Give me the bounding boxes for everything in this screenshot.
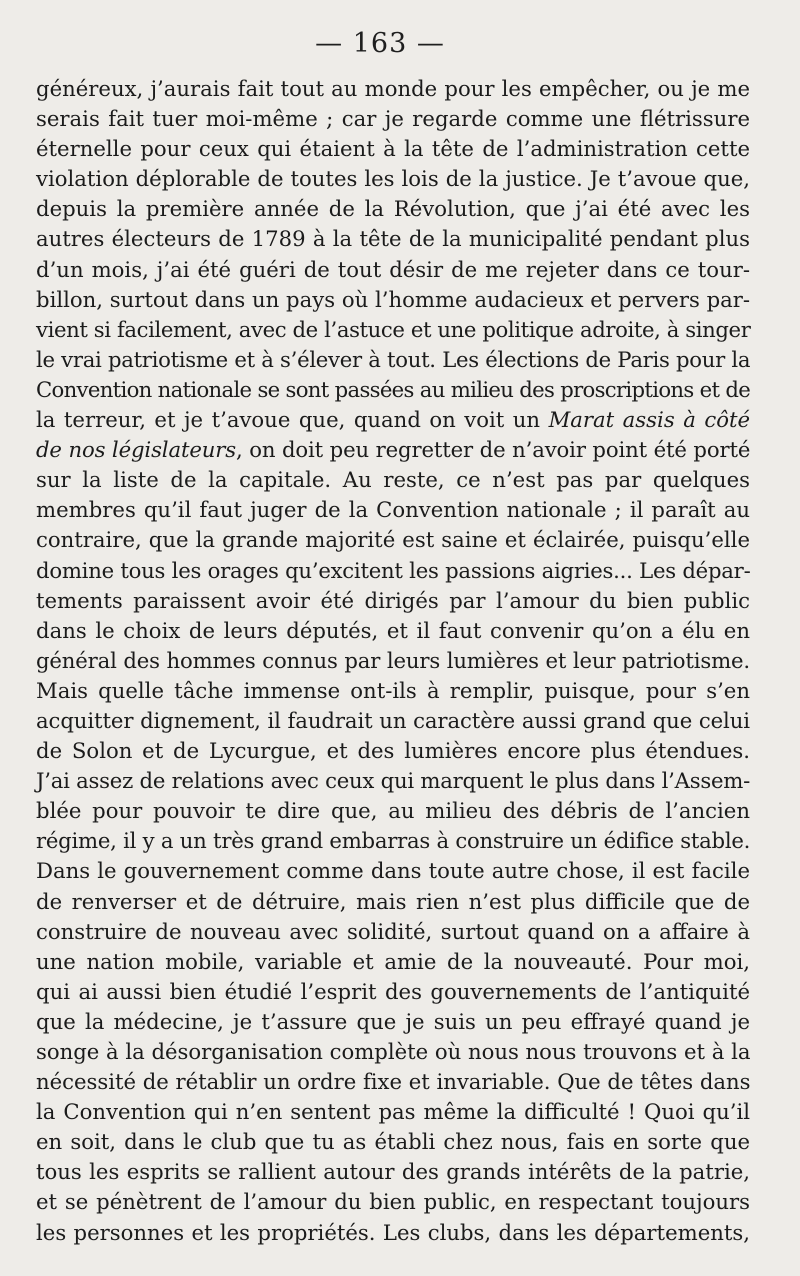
text-line	[36, 856, 750, 886]
text-segment: acquitter dignement, il faudrait un caractère aussi grand que celui	[36, 707, 750, 733]
text-line	[36, 74, 750, 104]
text-line	[36, 616, 750, 646]
text-segment: vient si facilement, avec de l’astuce et une politique adroite, à singer	[36, 316, 751, 342]
text-segment: régime, il y a un très grand embarras à construire un édifice stable.	[36, 828, 751, 854]
text-segment: éternelle pour ceux qui étaient à la tête de l’administration cette	[36, 136, 750, 162]
text-segment: les personnes et les propriétés. Les clubs, dans les départements,	[36, 1219, 750, 1245]
text-line	[36, 164, 750, 194]
text-segment: que la médecine, je t’assure que je suis un peu effrayé quand je	[36, 1008, 750, 1034]
text-segment: , on doit peu regretter de n’avoir point été porté	[236, 437, 751, 463]
text-segment: qui ai aussi bien étudié l’esprit des gouvernements de l’antiquité	[36, 978, 750, 1004]
text-segment: général des hommes connus par leurs lumières et leur patriotisme.	[36, 647, 750, 673]
text-segment: de Solon et de Lycurgue, et des lumières encore plus étendues.	[36, 738, 750, 764]
page-number: — 163 —	[315, 28, 445, 59]
text-segment: Dans le gouvernement comme dans toute autre chose, il est facile	[36, 858, 750, 884]
text-line	[36, 134, 750, 164]
text-segment: de renverser et de détruire, mais rien n’est plus difficile que de	[36, 888, 750, 914]
text-line	[36, 1097, 750, 1127]
text-line	[36, 104, 750, 134]
text-segment: tous les esprits se rallient autour des grands intérêts de la patrie,	[36, 1159, 750, 1185]
text-line	[36, 375, 750, 405]
text-line	[36, 1007, 750, 1037]
body-text	[36, 74, 750, 1248]
text-segment: une nation mobile, variable et amie de la nouveauté. Pour moi,	[36, 948, 750, 974]
text-segment: depuis la première année de la Révolution, que j’ai été avec les	[36, 196, 750, 222]
text-segment: sur la liste de la capitale. Au reste, ce n’est pas par quelques	[36, 467, 750, 493]
text-line	[36, 1127, 750, 1157]
text-line	[36, 1037, 750, 1067]
text-line	[36, 586, 750, 616]
text-line	[36, 1187, 750, 1217]
text-line	[36, 646, 750, 676]
text-segment: d’un mois, j’ai été guéri de tout désir de me rejeter dans ce tour-	[36, 256, 750, 282]
text-segment: et se pénètrent de l’amour du bien public, en respectant toujours	[36, 1189, 750, 1215]
text-segment: nécessité de rétablir un ordre fixe et invariable. Que de têtes dans	[36, 1069, 751, 1095]
text-line	[36, 736, 750, 766]
text-line	[36, 887, 750, 917]
text-segment: violation déplorable de toutes les lois de la justice. Je t’avoue que,	[36, 166, 750, 192]
text-segment: la Convention qui n’en sentent pas même la difficulté ! Quoi qu’il	[36, 1099, 750, 1125]
text-segment: la terreur, et je t’avoue que, quand on voit un	[36, 407, 549, 433]
text-line	[36, 947, 750, 977]
text-line	[36, 255, 750, 285]
text-line	[36, 676, 750, 706]
italic-segment: Marat assis à côté	[548, 407, 750, 433]
text-segment: membres qu’il faut juger de la Convention nationale ; il paraît au	[36, 497, 750, 523]
text-line	[36, 405, 750, 435]
text-line	[36, 315, 750, 345]
text-line	[36, 1157, 750, 1187]
text-line	[36, 345, 750, 375]
text-segment: tements paraissent avoir été dirigés par l’amour du bien public	[36, 587, 750, 613]
text-line	[36, 706, 750, 736]
text-line	[36, 285, 750, 315]
text-line	[36, 194, 750, 224]
text-segment: en soit, dans le club que tu as établi chez nous, fais en sorte que	[36, 1129, 750, 1155]
text-line	[36, 495, 750, 525]
text-segment: Mais quelle tâche immense ont-ils à remplir, puisque, pour s’en	[36, 677, 750, 703]
italic-segment: de nos législateurs	[36, 437, 237, 463]
text-line	[36, 796, 750, 826]
text-segment: Convention nationale se sont passées au milieu des proscriptions et de	[36, 376, 751, 402]
text-line	[36, 1067, 750, 1097]
text-line	[36, 766, 750, 796]
text-line	[36, 556, 750, 586]
text-segment: serais fait tuer moi-même ; car je regarde comme une flétrissure	[36, 106, 750, 132]
text-line	[36, 224, 750, 254]
text-line	[36, 826, 750, 856]
text-line	[36, 525, 750, 555]
text-segment: généreux, j’aurais fait tout au monde pour les empêcher, ou je me	[36, 76, 750, 101]
text-line	[36, 1218, 750, 1248]
text-segment: le vrai patriotisme et à s’élever à tout. Les élections de Paris pour la	[36, 346, 751, 372]
text-segment: autres électeurs de 1789 à la tête de la municipalité pendant plus	[36, 226, 750, 252]
text-line	[36, 977, 750, 1007]
text-segment: dans le choix de leurs députés, et il faut convenir qu’on a élu en	[36, 617, 750, 643]
text-segment: construire de nouveau avec solidité, surtout quand on a affaire à	[36, 918, 750, 944]
text-segment: J’ai assez de relations avec ceux qui marquent le plus dans l’Assem-	[36, 768, 750, 794]
text-line	[36, 917, 750, 947]
text-line	[36, 435, 750, 465]
text-segment: billon, surtout dans un pays où l’homme audacieux et pervers par-	[36, 286, 751, 312]
text-segment: blée pour pouvoir te dire que, au milieu des débris de l’ancien	[36, 798, 750, 824]
text-segment: domine tous les orages qu’excitent les passions aigries... Les dépar-	[36, 557, 751, 583]
text-line	[36, 465, 750, 495]
text-segment: songe à la désorganisation complète où nous nous trouvons et à la	[36, 1039, 751, 1064]
text-segment: contraire, que la grande majorité est saine et éclairée, puisqu’elle	[36, 527, 750, 553]
